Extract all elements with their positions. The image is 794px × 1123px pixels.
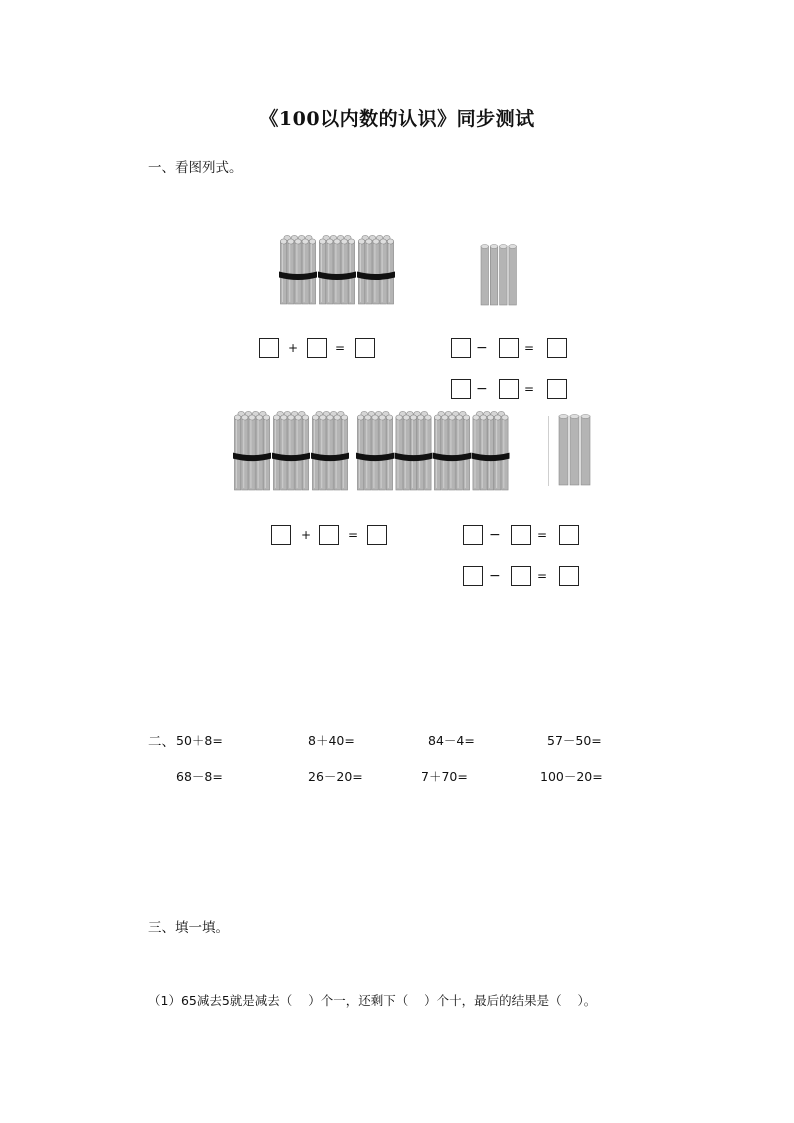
stick-bundle — [395, 411, 433, 490]
arith-item: 50＋8= — [176, 733, 223, 748]
single-stick — [570, 415, 579, 486]
plus-sign: + — [301, 528, 312, 542]
equals-sign: = — [524, 382, 535, 396]
stick-bundle — [279, 235, 317, 304]
answer-box[interactable] — [259, 338, 279, 358]
answer-box[interactable] — [463, 566, 483, 586]
equals-sign: = — [348, 528, 359, 542]
single-stick — [581, 415, 590, 486]
plus-sign: + — [288, 341, 299, 355]
section-3-heading: 三、填一填。 — [148, 920, 229, 936]
equals-sign: = — [537, 528, 548, 542]
single-sticks-row2 — [558, 414, 594, 488]
stick-bundle — [311, 411, 349, 490]
answer-box[interactable] — [319, 525, 339, 545]
answer-box[interactable] — [499, 379, 519, 399]
single-stick — [490, 245, 498, 306]
answer-box[interactable] — [499, 338, 519, 358]
bundle-group-row2-right — [355, 410, 511, 494]
arith-item: 57－50= — [547, 733, 602, 748]
single-stick — [559, 415, 568, 486]
divider-line — [548, 416, 549, 486]
section-2-prefix: 二、 — [148, 734, 175, 750]
minus-sign: − — [476, 340, 488, 356]
page-title: 《100以内数的认识》同步测试 — [259, 108, 535, 130]
answer-box[interactable] — [307, 338, 327, 358]
answer-box[interactable] — [547, 338, 567, 358]
fill-in-question-1: （1）65减去5就是减去（ ）个一，还剩下（ ）个十，最后的结果是（ ）。 — [148, 993, 597, 1008]
answer-box[interactable] — [451, 338, 471, 358]
stick-bundle — [433, 411, 471, 490]
arith-item: 84－4= — [428, 733, 475, 748]
section-1-heading: 一、看图列式。 — [148, 160, 243, 176]
answer-box[interactable] — [559, 566, 579, 586]
arith-item: 100－20= — [540, 769, 603, 784]
minus-sign: − — [476, 381, 488, 397]
minus-sign: − — [489, 527, 501, 543]
stick-bundle — [472, 411, 510, 490]
answer-box[interactable] — [271, 525, 291, 545]
answer-box[interactable] — [355, 338, 375, 358]
stick-bundle — [318, 235, 356, 304]
stick-bundle — [357, 235, 395, 304]
answer-box[interactable] — [367, 525, 387, 545]
equals-sign: = — [335, 341, 346, 355]
minus-sign: − — [489, 568, 501, 584]
answer-box[interactable] — [511, 566, 531, 586]
bundle-group-row2-left — [232, 410, 350, 494]
stick-bundle — [356, 411, 394, 490]
single-stick — [500, 245, 508, 306]
answer-box[interactable] — [463, 525, 483, 545]
stick-bundle — [233, 411, 271, 490]
bundle-group-row1 — [278, 234, 398, 308]
answer-box[interactable] — [511, 525, 531, 545]
single-stick — [509, 245, 517, 306]
equals-sign: = — [537, 569, 548, 583]
single-stick — [481, 245, 489, 306]
arith-item: 68－8= — [176, 769, 223, 784]
single-sticks-row1 — [480, 244, 522, 308]
arith-item: 26－20= — [308, 769, 363, 784]
arith-item: 8＋40= — [308, 733, 355, 748]
stick-bundle — [272, 411, 310, 490]
answer-box[interactable] — [451, 379, 471, 399]
answer-box[interactable] — [547, 379, 567, 399]
arith-item: 7＋70= — [421, 769, 468, 784]
equals-sign: = — [524, 341, 535, 355]
answer-box[interactable] — [559, 525, 579, 545]
